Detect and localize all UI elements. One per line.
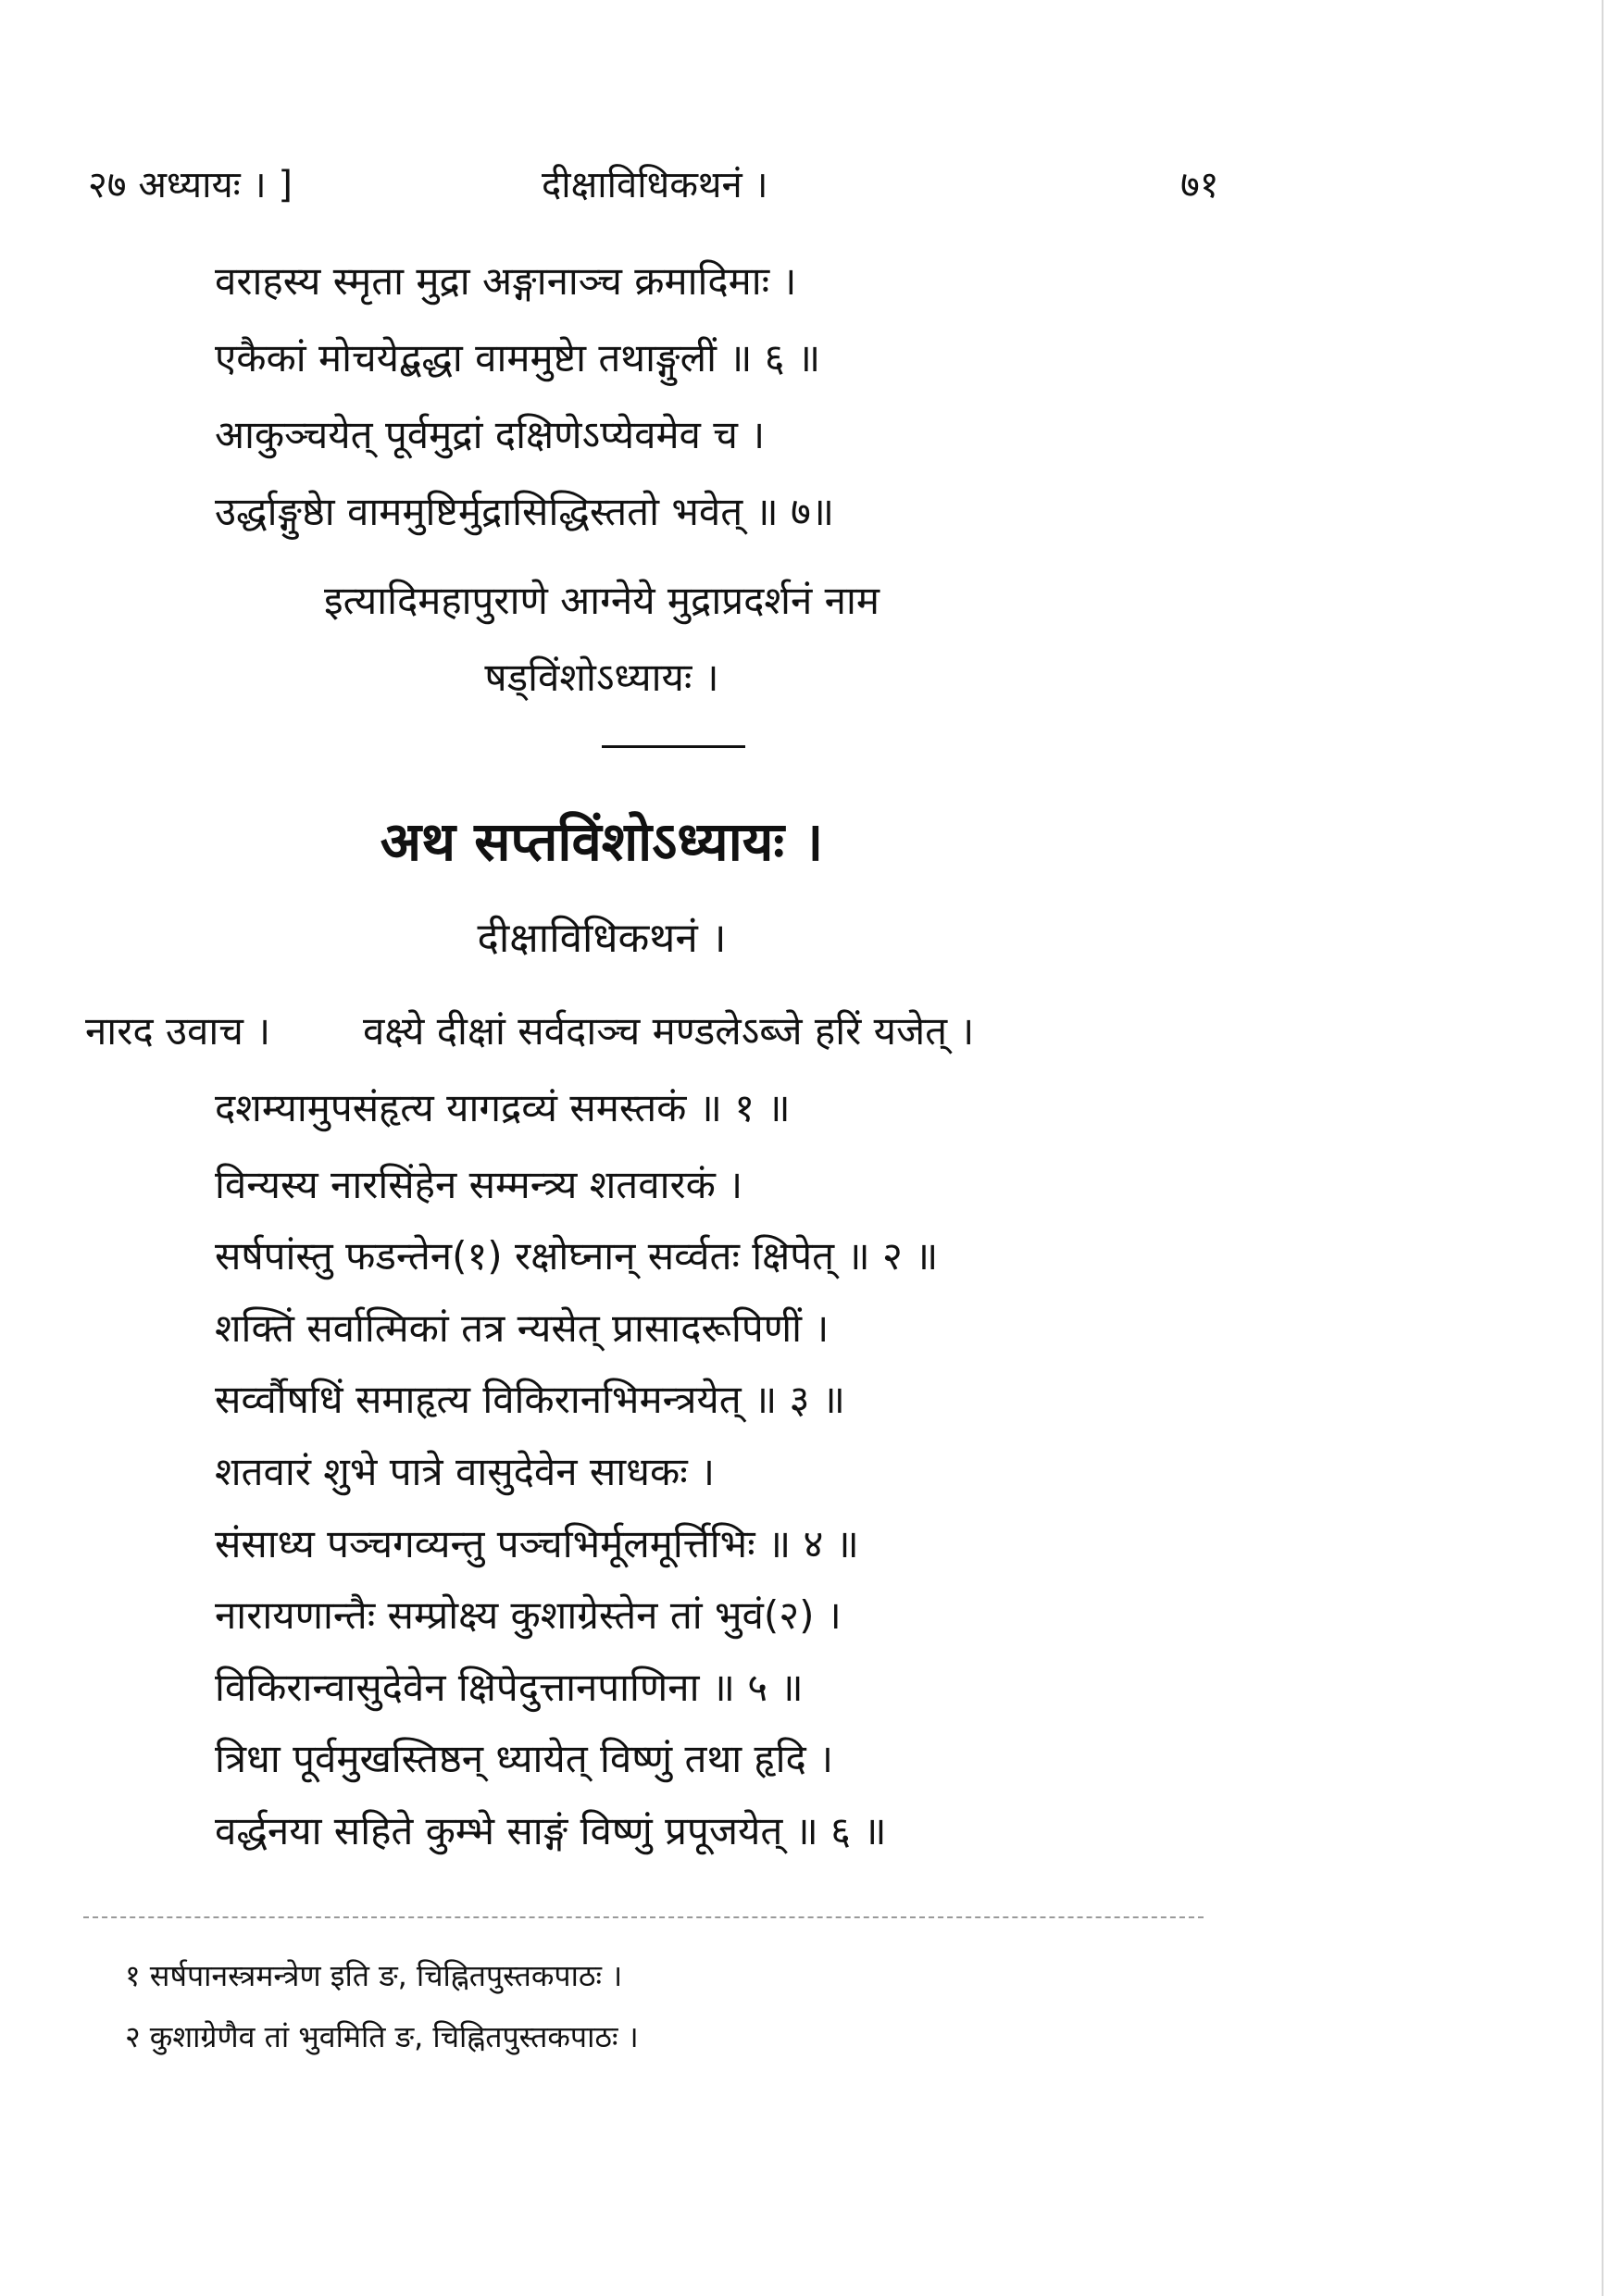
section-divider <box>602 745 745 748</box>
footnote: २ कुशाग्रेणैव तां भुवमिति ङ, चिह्नितपुस्तकपाठः । <box>125 2019 639 2054</box>
footnote-divider <box>83 1916 1204 1918</box>
header-title: दीक्षाविधिकथनं । <box>542 164 768 206</box>
verse-line: उर्द्धाङ्गुष्ठेा वाममुष्टिर्मुद्रासिद्धिस्ततो भवेत् ॥ ७॥ <box>215 489 834 534</box>
verse-line: त्रिधा पूर्वमुखस्तिष्ठन् ध्यायेत् विष्णुं तथा हृदि । <box>215 1736 834 1781</box>
colophon-line: इत्यादिमहापुराणे आग्नेये मुद्राप्रदर्शनं नाम <box>324 578 880 623</box>
verse-line: एकैकां मोचयेद्बद्धा वाममुष्टेा तथाङ्गुलीं ॥ ६ ॥ <box>215 335 821 381</box>
verse-line: संसाध्य पञ्चगव्यन्तु पञ्चभिर्मूलमूर्त्तिभिः ॥ ४ ॥ <box>215 1521 859 1566</box>
chapter-subtitle: दीक्षाविधिकथनं । <box>477 915 727 962</box>
verse-line: शक्तिं सर्वात्मिकां तत्र न्यसेत् प्रासादरूपिणीं । <box>215 1305 830 1351</box>
running-header <box>88 157 1245 213</box>
colophon-line: षड्विंशोऽध्यायः । <box>484 655 719 700</box>
verse-line: दशम्यामुपसंहृत्य यागद्रव्यं समस्तकं ॥ १ ॥ <box>215 1085 791 1130</box>
speaker-label: नारद उवाच । <box>85 1008 271 1054</box>
verse-line: नारायणान्तैः सम्प्रोक्ष्य कुशाग्रेस्तेन तां भुवं(२) । <box>215 1592 842 1638</box>
verse-line: वर्द्धनया सहिते कुम्भे साङ्गं विष्णुं प्रपूजयेत् ॥ ६ ॥ <box>215 1808 887 1853</box>
verse-line: सर्व्वौषधिं समाहृत्य विकिरानभिमन्त्रयेत् ॥ ३ ॥ <box>215 1377 845 1422</box>
chapter-title: अथ सप्तविंशोऽध्यायः । <box>380 810 824 873</box>
verse-line: सर्षपांस्तु फडन्तेन(१) रक्षोघ्नान् सर्व्वतः क्षिपेत् ॥ २ ॥ <box>215 1233 939 1279</box>
header-chapter-ref: २७ अध्यायः । ] <box>88 164 293 206</box>
verse-line: आकुञ्चयेत् पूर्वमुद्रां दक्षिणेऽप्येवमेव च । <box>215 412 766 457</box>
verse-line: विकिरान्वासुदेवेन क्षिपेदुत्तानपाणिना ॥ ५ ॥ <box>215 1665 804 1710</box>
verse-line: वक्ष्ये दीक्षां सर्वदाञ्च मण्डलेऽब्जे हरिं यजेत् । <box>363 1008 975 1054</box>
verse-line: विन्यस्य नारसिंहेन सम्मन्त्र्य शतवारकं । <box>215 1162 743 1207</box>
footnote: १ सर्षपानस्त्रमन्त्रेण इति ङ, चिह्नितपुस्तकपाठः । <box>125 1958 623 1993</box>
verse-line: शतवारं शुभे पात्रे वासुदेवेन साधकः । <box>215 1449 716 1494</box>
verse-line: वराहस्य स्मृता मुद्रा अङ्गानाञ्च क्रमादिमाः । <box>215 258 797 304</box>
page-edge <box>1602 0 1603 2296</box>
page-number: ७१ <box>1180 164 1219 206</box>
